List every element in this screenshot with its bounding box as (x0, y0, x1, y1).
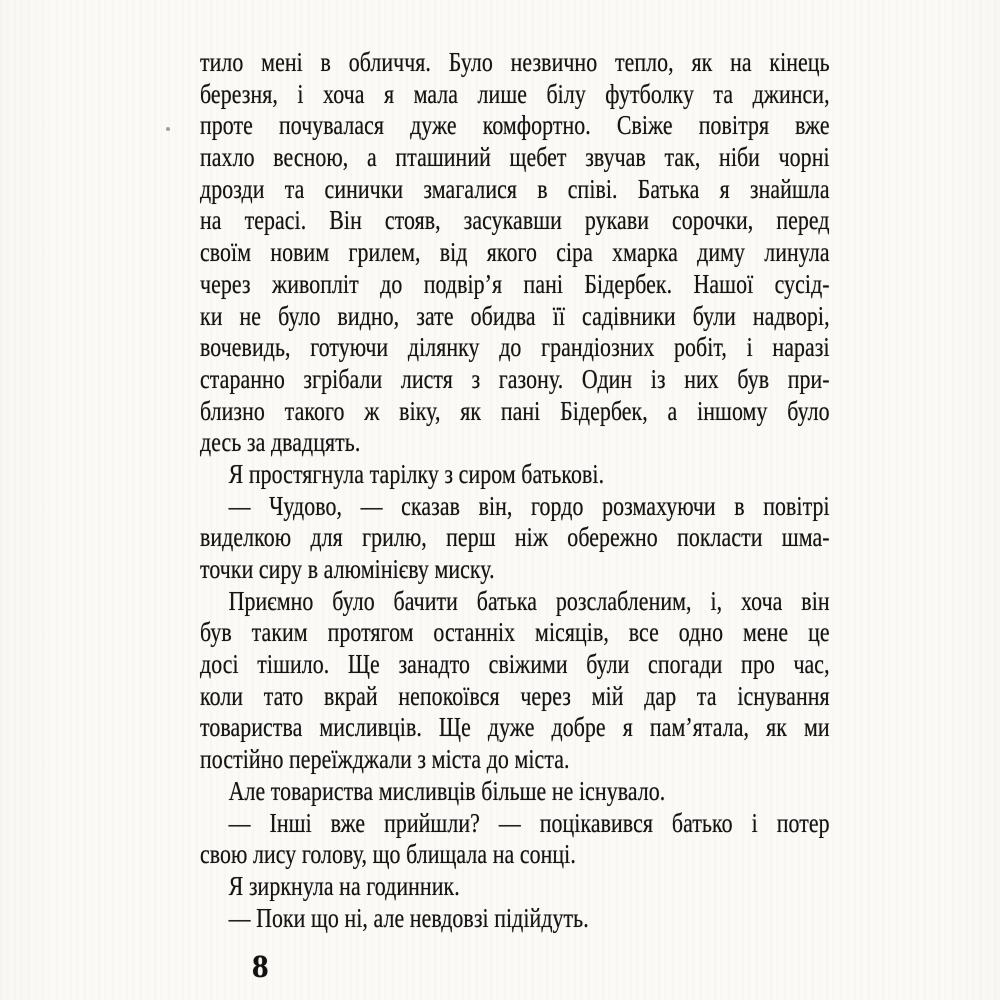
text-line: товариства мисливців. Ще дуже добре я пам’ятала, як ми (200, 711, 830, 743)
text-line: свою лису голову, що блищала на сонці. (200, 838, 576, 870)
text-line: коли тато вкрай непокоївся через мій дар та існування (200, 679, 830, 711)
text-line: Приємно було бачити батька розслабленим, і, хоча він (228, 584, 830, 616)
text-line: своїм новим грилем, від якого сіра хмарка диму линула (200, 236, 830, 268)
text-line: ки не було видно, зате обидва її садівники були надворі, (200, 299, 830, 331)
text-line: десь за двадцять. (200, 426, 361, 458)
text-line: — Інші вже прийшли? — поцікавився батько і потер (228, 806, 830, 838)
scan-speck (166, 127, 170, 131)
text-line: точки сиру в алюмінієву миску. (200, 553, 495, 584)
text-line: дрозди та синички змагалися в співі. Батька я знайшла (200, 172, 830, 204)
text-line: старанно згрібали листя з газону. Один із них був при- (200, 362, 830, 394)
text-line: — Чудово, — сказав він, гордо розмахуючи в повітрі (228, 489, 830, 521)
text-line: вочевидь, готуючи ділянку до грандіозних робіт, і наразі (200, 331, 830, 363)
body-text (200, 46, 830, 933)
text-line: проте почувалася дуже комфортно. Свіже повітря вже (200, 109, 830, 141)
text-line: був таким протягом останніх місяців, все одно мене це (200, 616, 830, 648)
text-line: на терасі. Він стояв, засукавши рукави сорочки, перед (200, 204, 830, 236)
text-line: через живопліт до подвір’я пані Бідербек. Нашої сусід- (200, 267, 830, 299)
text-line: виделкою для грилю, перш ніж обережно покласти шма- (200, 521, 830, 553)
text-line: тило мені в обличчя. Було незвично тепло, як на кінець (200, 46, 830, 77)
text-line: постійно переїжджали з міста до міста. (200, 743, 570, 775)
text-line: березня, і хоча я мала лише білу футболку та джинси, (200, 77, 830, 109)
text-line: Я зиркнула на годинник. (228, 869, 460, 901)
text-line: Я простягнула тарілку з сиром батькові. (228, 457, 605, 489)
text-line: досі тішило. Ще занадто свіжими були спогади про час, (200, 648, 830, 680)
text-line: Але товариства мисливців більше не існувало. (228, 774, 666, 806)
page-number: 8 (252, 949, 269, 985)
text-line: пахло весною, а пташиний щебет звучав так, ніби чорні (200, 141, 830, 173)
text-line: близно такого ж віку, як пані Бідербек, а іншому було (200, 394, 830, 426)
text-line: — Поки що ні, але невдовзі підійдуть. (228, 901, 589, 933)
